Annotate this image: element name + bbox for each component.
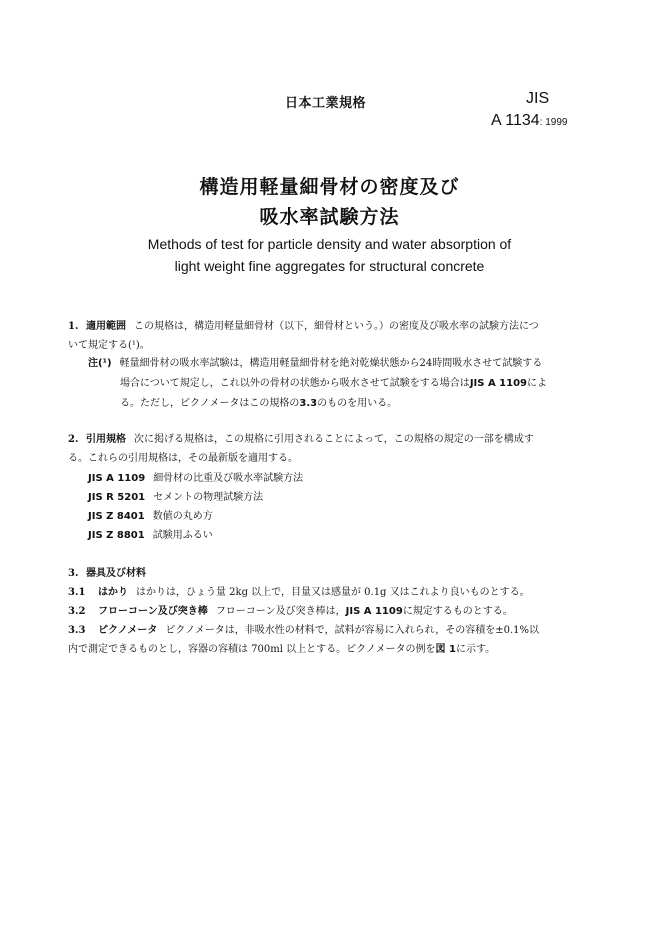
sec3-line-1 [68, 567, 593, 580]
ref-title: セメントの物理試験方法 [153, 492, 264, 503]
standard-name: 日本工業規格 [285, 96, 367, 111]
ref-code: JIS Z 8401 [88, 511, 145, 522]
ref-code: JIS A 1109 [88, 473, 146, 484]
sec3-2-num: 3.2 [68, 606, 86, 617]
ref-row [88, 491, 613, 504]
sec3-2-text-a: フローコーン及び突き棒は， [215, 606, 346, 617]
sec1-note-line-1 [88, 357, 613, 370]
ref-code: JIS Z 8801 [88, 530, 145, 541]
title-en-line-2: light weight fine aggregates for structural concrete [174, 258, 485, 274]
sec1-note-line-2 [120, 377, 645, 390]
sec1-num: 1. [68, 321, 79, 332]
sec2-heading: 引用規格 [86, 434, 126, 445]
sec3-3-line-2 [68, 643, 593, 656]
sec2-line-2: る。これらの引用規格は，その最新版を適用する。 [68, 453, 298, 464]
figure-ref: 図 1 [435, 644, 456, 655]
sec1-line-1 [68, 320, 593, 333]
standard-code: A 1134 [491, 112, 540, 129]
sec3-2-ref: JIS A 1109 [345, 606, 403, 617]
sec1-heading: 適用範囲 [86, 321, 126, 332]
title-en-line-1: Methods of test for particle density and water absorption of [147, 236, 512, 252]
sec3-3-num: 3.3 [68, 625, 86, 636]
sec1-note-line-3 [120, 397, 645, 410]
sec3-2-text-b: に規定するものとする。 [402, 606, 513, 617]
title-ja-line-1: 構造用軽量細骨材の密度及び [199, 176, 460, 198]
note-text-3a: る。ただし，ピクノメータはこの規格の [120, 398, 300, 409]
jis-label: JIS [526, 90, 550, 107]
title-ja-line-2: 吸水率試験方法 [259, 206, 400, 228]
sec2-line-1 [68, 433, 593, 446]
sec3-2-line [68, 605, 593, 618]
sec3-1-heading: はかり [98, 587, 128, 598]
ref-row [88, 529, 613, 542]
ref-row [88, 510, 613, 523]
ref-title: 数値の丸め方 [152, 511, 213, 522]
sec3-2-heading: フローコーン及び突き棒 [98, 606, 208, 617]
sec3-3-text-2b: に示す。 [455, 644, 496, 655]
note-ref-3-3: 3.3 [299, 398, 318, 409]
sec3-heading: 器具及び材料 [86, 568, 146, 579]
sec3-3-heading: ピクノメータ [98, 625, 158, 636]
sec1-text-1: この規格は，構造用軽量細骨材（以下，細骨材という。）の密度及び吸水率の試験方法につ [134, 321, 539, 332]
note-text-1: 軽量細骨材の吸水率試験は，構造用軽量細骨材を絶対乾燥状態から24時間吸水させて試験する [119, 358, 543, 369]
ref-row [88, 472, 613, 485]
sec3-num: 3. [68, 568, 79, 579]
sec1-line-2: いて規定する(¹)。 [68, 340, 150, 351]
sec3-3-text-2a: 内で測定できるものとし，容器の容積は 700ml 以上とする。ピクノメータの例を [68, 644, 436, 655]
ref-code: JIS R 5201 [88, 492, 146, 503]
sec3-1-num: 3.1 [68, 587, 86, 598]
standard-number [491, 112, 567, 130]
sec2-text-1: 次に掲げる規格は，この規格に引用されることによって，この規格の規定の一部を構成す [134, 434, 534, 445]
sec3-3-line-1 [68, 624, 593, 637]
note-text-3b: のものを用いる。 [317, 398, 398, 409]
note-text-2b: によ [527, 378, 547, 389]
ref-title: 細骨材の比重及び吸水率試験方法 [153, 473, 304, 484]
note-text-2a: 場合について規定し，これ以外の骨材の状態から吸水させて試験をする場合は [120, 378, 470, 389]
sec3-1-line [68, 586, 593, 599]
ref-title: 試験用ふるい [152, 530, 213, 541]
sec3-3-text-1: ピクノメータは，非吸水性の材料で，試料が容易に入れられ，その容積を±0.1%以 [165, 625, 539, 636]
sec3-1-text: はかりは，ひょう量 2kg 以上で，目量又は感量が 0.1g 又はこれより良いものとする。 [136, 587, 530, 598]
sec2-num: 2. [68, 434, 79, 445]
standard-year: : 1999 [539, 117, 568, 128]
note-ref-jis-a-1109: JIS A 1109 [469, 378, 527, 389]
note-label: 注(¹) [88, 358, 112, 369]
